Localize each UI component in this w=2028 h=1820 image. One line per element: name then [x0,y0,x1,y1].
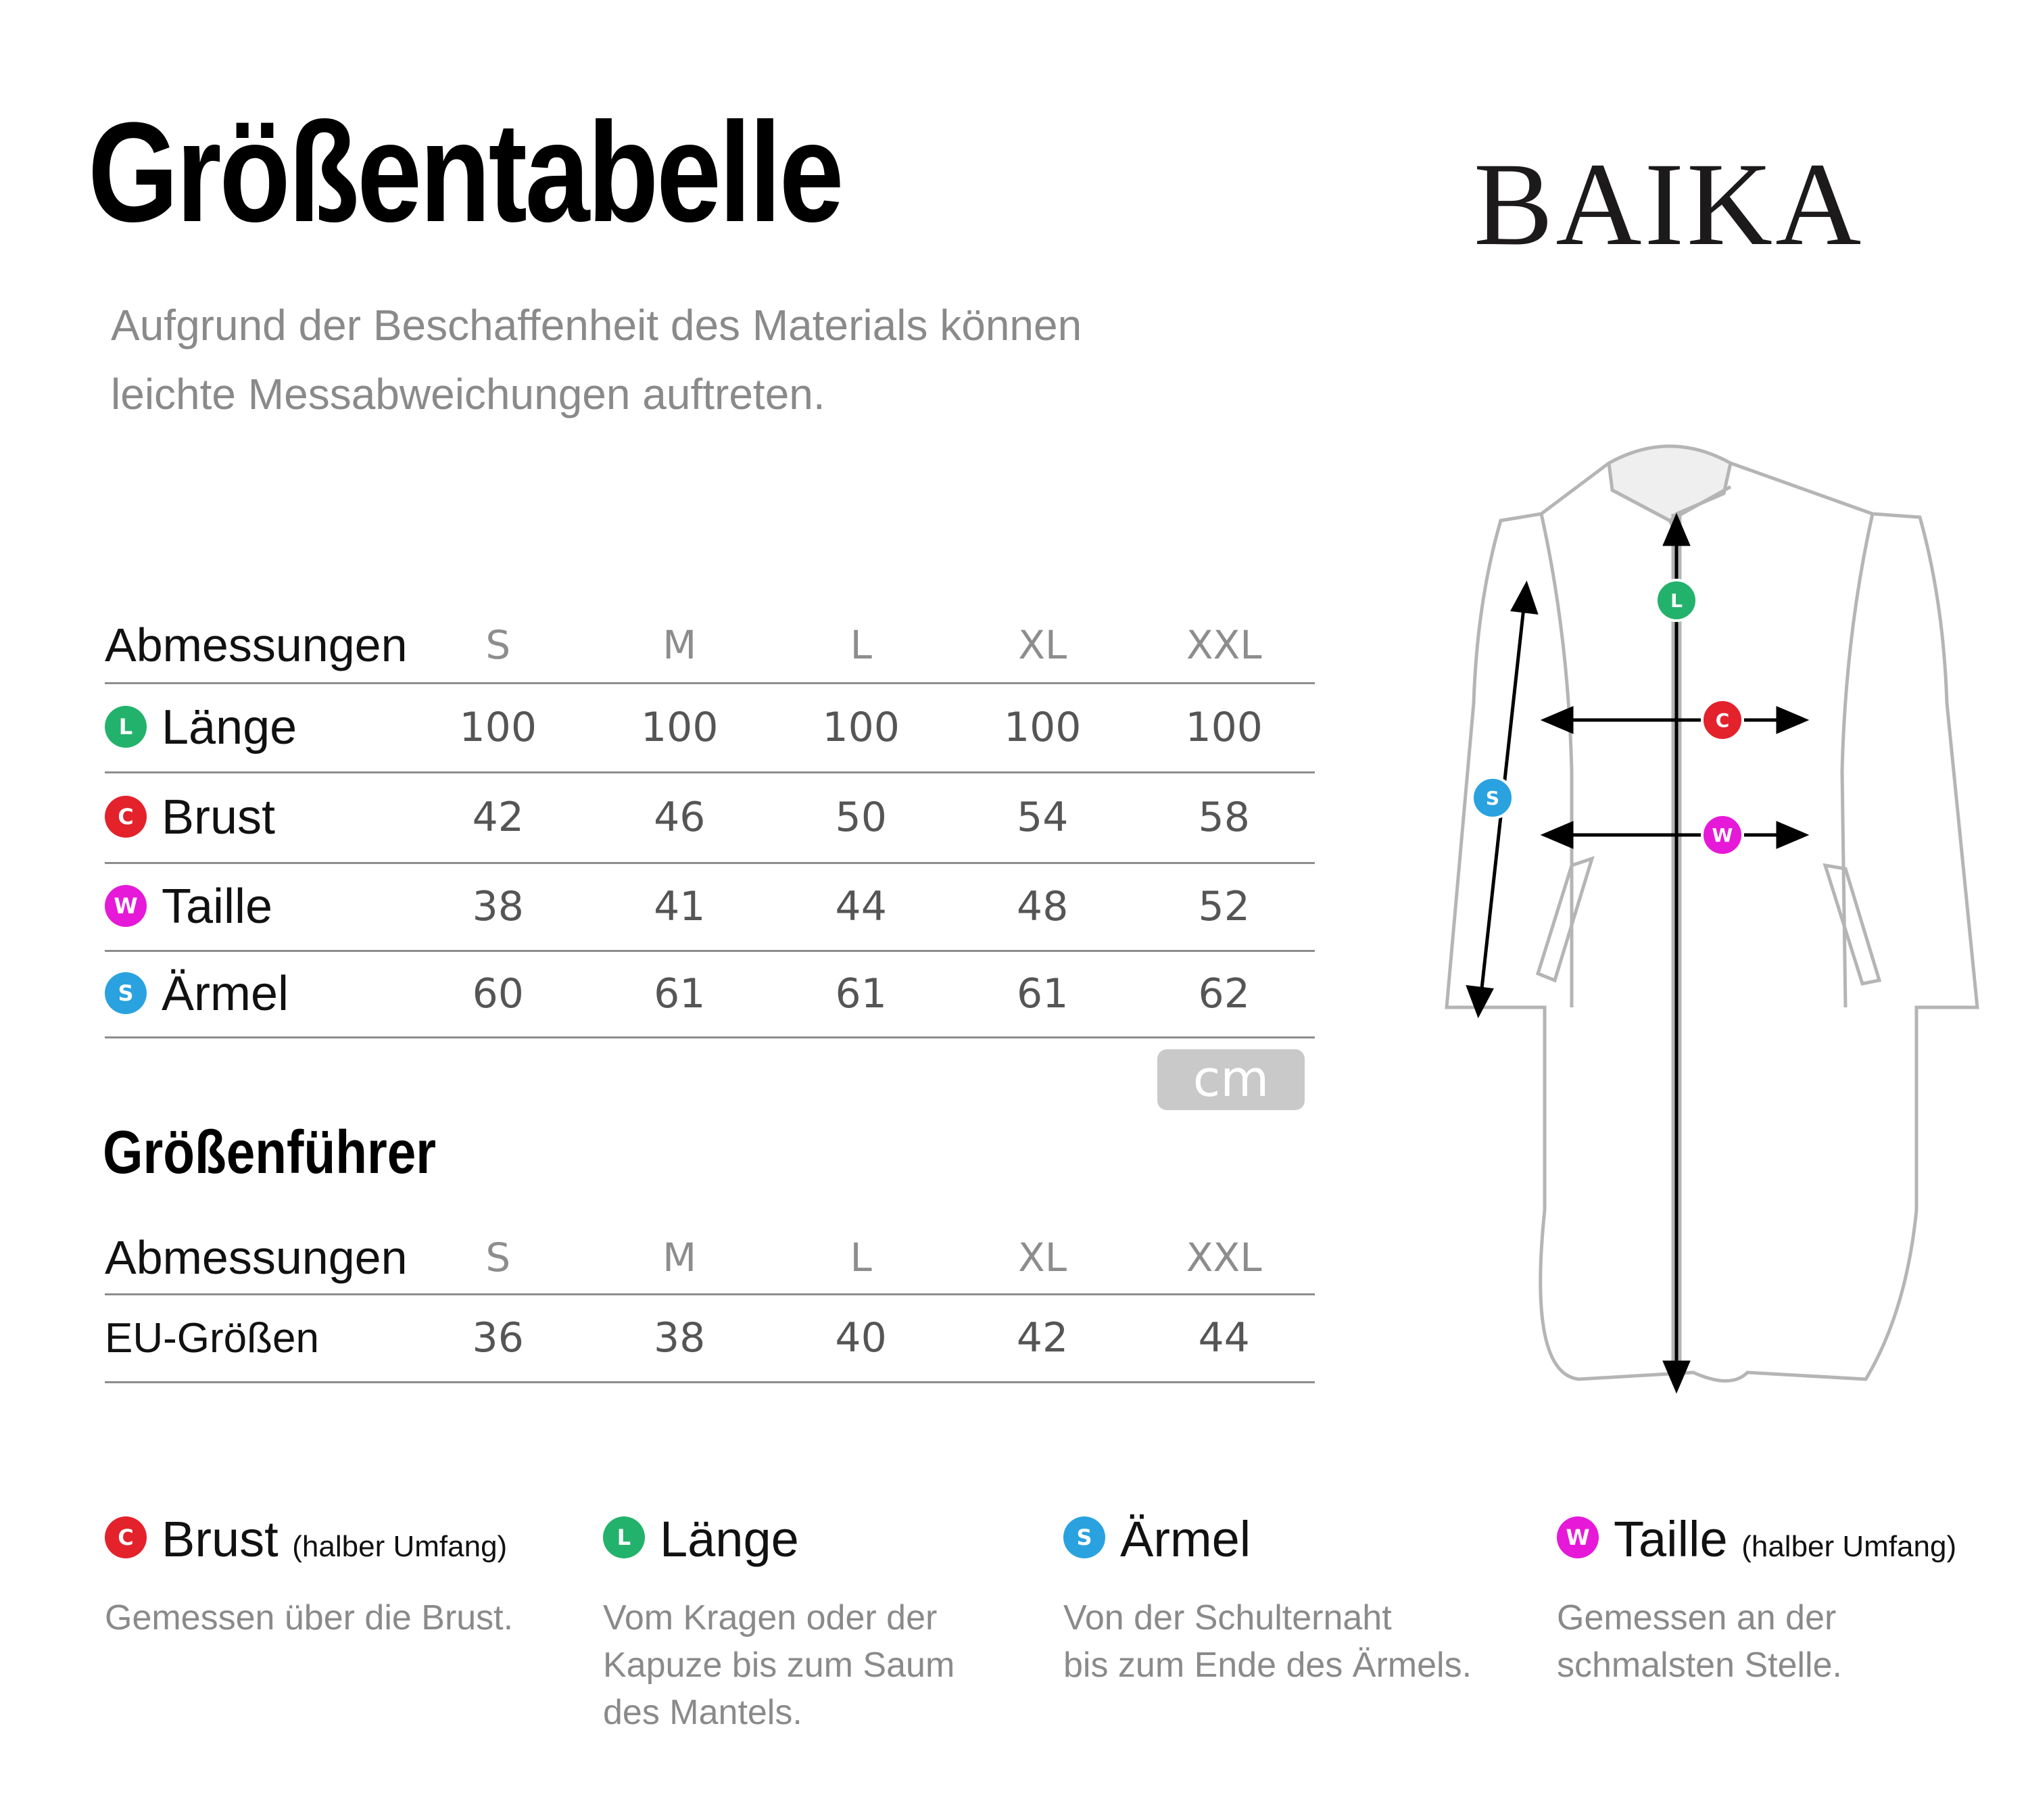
legend-description: Gemessen an der schmalsten Stelle. [1557,1598,1842,1685]
table-cell: 48 [952,863,1133,951]
taille-marker-label: W [1712,824,1733,846]
legend-laenge [603,1511,955,1736]
table-cell: 100 [1133,683,1315,772]
disclaimer-text: Aufgrund der Beschaffenheit des Materials können leichte Messabweichungen auftreten. [111,301,1082,418]
table-cell: 40 [770,1294,951,1382]
size-guide-table [105,1222,1315,1383]
row-label-text: Ärmel [162,967,289,1021]
aermel-badge-icon: S [105,972,147,1014]
legend-note: (halber Umfang) [292,1530,508,1563]
table-header-row [105,608,1315,683]
laenge-marker-label: L [1670,590,1683,612]
legend-description: Von der Schulternaht bis zum Ende des Ärmels. [1063,1598,1472,1685]
legend-taille [1557,1511,1957,1689]
page-title: Größentabelle [88,93,842,252]
size-header-xl: XL [1018,1235,1067,1281]
table-cell: 61 [589,951,770,1037]
table-cell: 54 [952,772,1133,863]
legend-heading [1063,1511,1472,1567]
table-cell: 100 [952,683,1133,772]
row-label-text: Taille [162,880,273,934]
laenge-badge-icon: L [603,1516,645,1558]
aermel-badge-icon: S [1063,1516,1105,1558]
row-label [105,683,408,772]
brust-marker-label: C [1715,709,1730,732]
header-label: Abmessungen [105,1231,408,1285]
legend-brust [105,1511,514,1642]
measurements-table [105,608,1315,1038]
brust-badge-icon: C [105,796,147,838]
table-cell: 100 [589,683,770,772]
table-cell: 58 [1133,772,1315,863]
table-cell: 50 [770,772,951,863]
table-cell: 52 [1133,863,1315,951]
taille-badge-icon: W [105,885,147,927]
measure-arrows [1468,517,1805,1389]
size-guide-heading: Größenführer [103,1119,437,1187]
table-cell: 38 [589,1294,770,1382]
table-cell: 44 [1133,1294,1315,1382]
table-cell: 62 [1133,951,1315,1037]
legend-label: Taille [1614,1511,1728,1567]
table-cell: 61 [770,951,951,1037]
table-row-aermel [105,951,1315,1037]
legend-description: Vom Kragen oder der Kapuze bis zum Saum des Mantels. [603,1598,955,1732]
table-row-brust [105,772,1315,863]
aermel-marker-label: S [1485,787,1500,809]
legend-heading [1557,1511,1957,1567]
size-header-xxl: XXL [1186,622,1262,669]
table-cell: 60 [408,951,589,1037]
table-cell: 46 [589,772,770,863]
legend-label: Länge [660,1511,799,1567]
table-row-laenge [105,683,1315,772]
size-header-s: S [485,622,511,669]
legend-description: Gemessen über die Brust. [105,1598,514,1637]
row-label [105,951,408,1037]
table-cell: 44 [770,863,951,951]
table-header-row [105,1222,1315,1294]
unit-badge: cm [1157,1049,1305,1110]
row-label-text: EU-Größen [105,1294,408,1382]
legend-heading [105,1511,513,1567]
size-header-m: M [662,622,697,669]
row-label-text: Brust [162,790,276,844]
legend-label: Ärmel [1120,1511,1251,1567]
header-label: Abmessungen [105,619,408,672]
table-cell: 42 [952,1294,1133,1382]
brust-badge-icon: C [105,1516,147,1558]
laenge-badge-icon: L [105,706,147,748]
legend-heading [603,1511,955,1567]
legend-aermel [1063,1511,1472,1689]
size-header-xxl: XXL [1186,1235,1262,1281]
legend-label: Brust [162,1511,279,1567]
size-header-l: L [850,1235,872,1281]
table-cell: 100 [770,683,951,772]
brand-logo: BAIKA [1474,139,1864,270]
size-header-l: L [850,622,872,669]
row-label [105,772,408,863]
table-cell: 42 [408,772,589,863]
row-label-text: Länge [162,700,297,755]
size-header-m: M [662,1235,697,1281]
table-cell: 38 [408,863,589,951]
taille-badge-icon: W [1557,1516,1599,1558]
row-label [105,863,408,951]
coat-diagram [1406,433,2014,1433]
legend-note: (halber Umfang) [1741,1530,1957,1563]
table-row-eu-sizes [105,1294,1315,1382]
table-row-taille [105,863,1315,951]
table-cell: 36 [408,1294,589,1382]
table-cell: 61 [952,951,1133,1037]
table-cell: 41 [589,863,770,951]
size-header-xl: XL [1018,622,1067,669]
size-header-s: S [485,1235,511,1281]
table-cell: 100 [408,683,589,772]
